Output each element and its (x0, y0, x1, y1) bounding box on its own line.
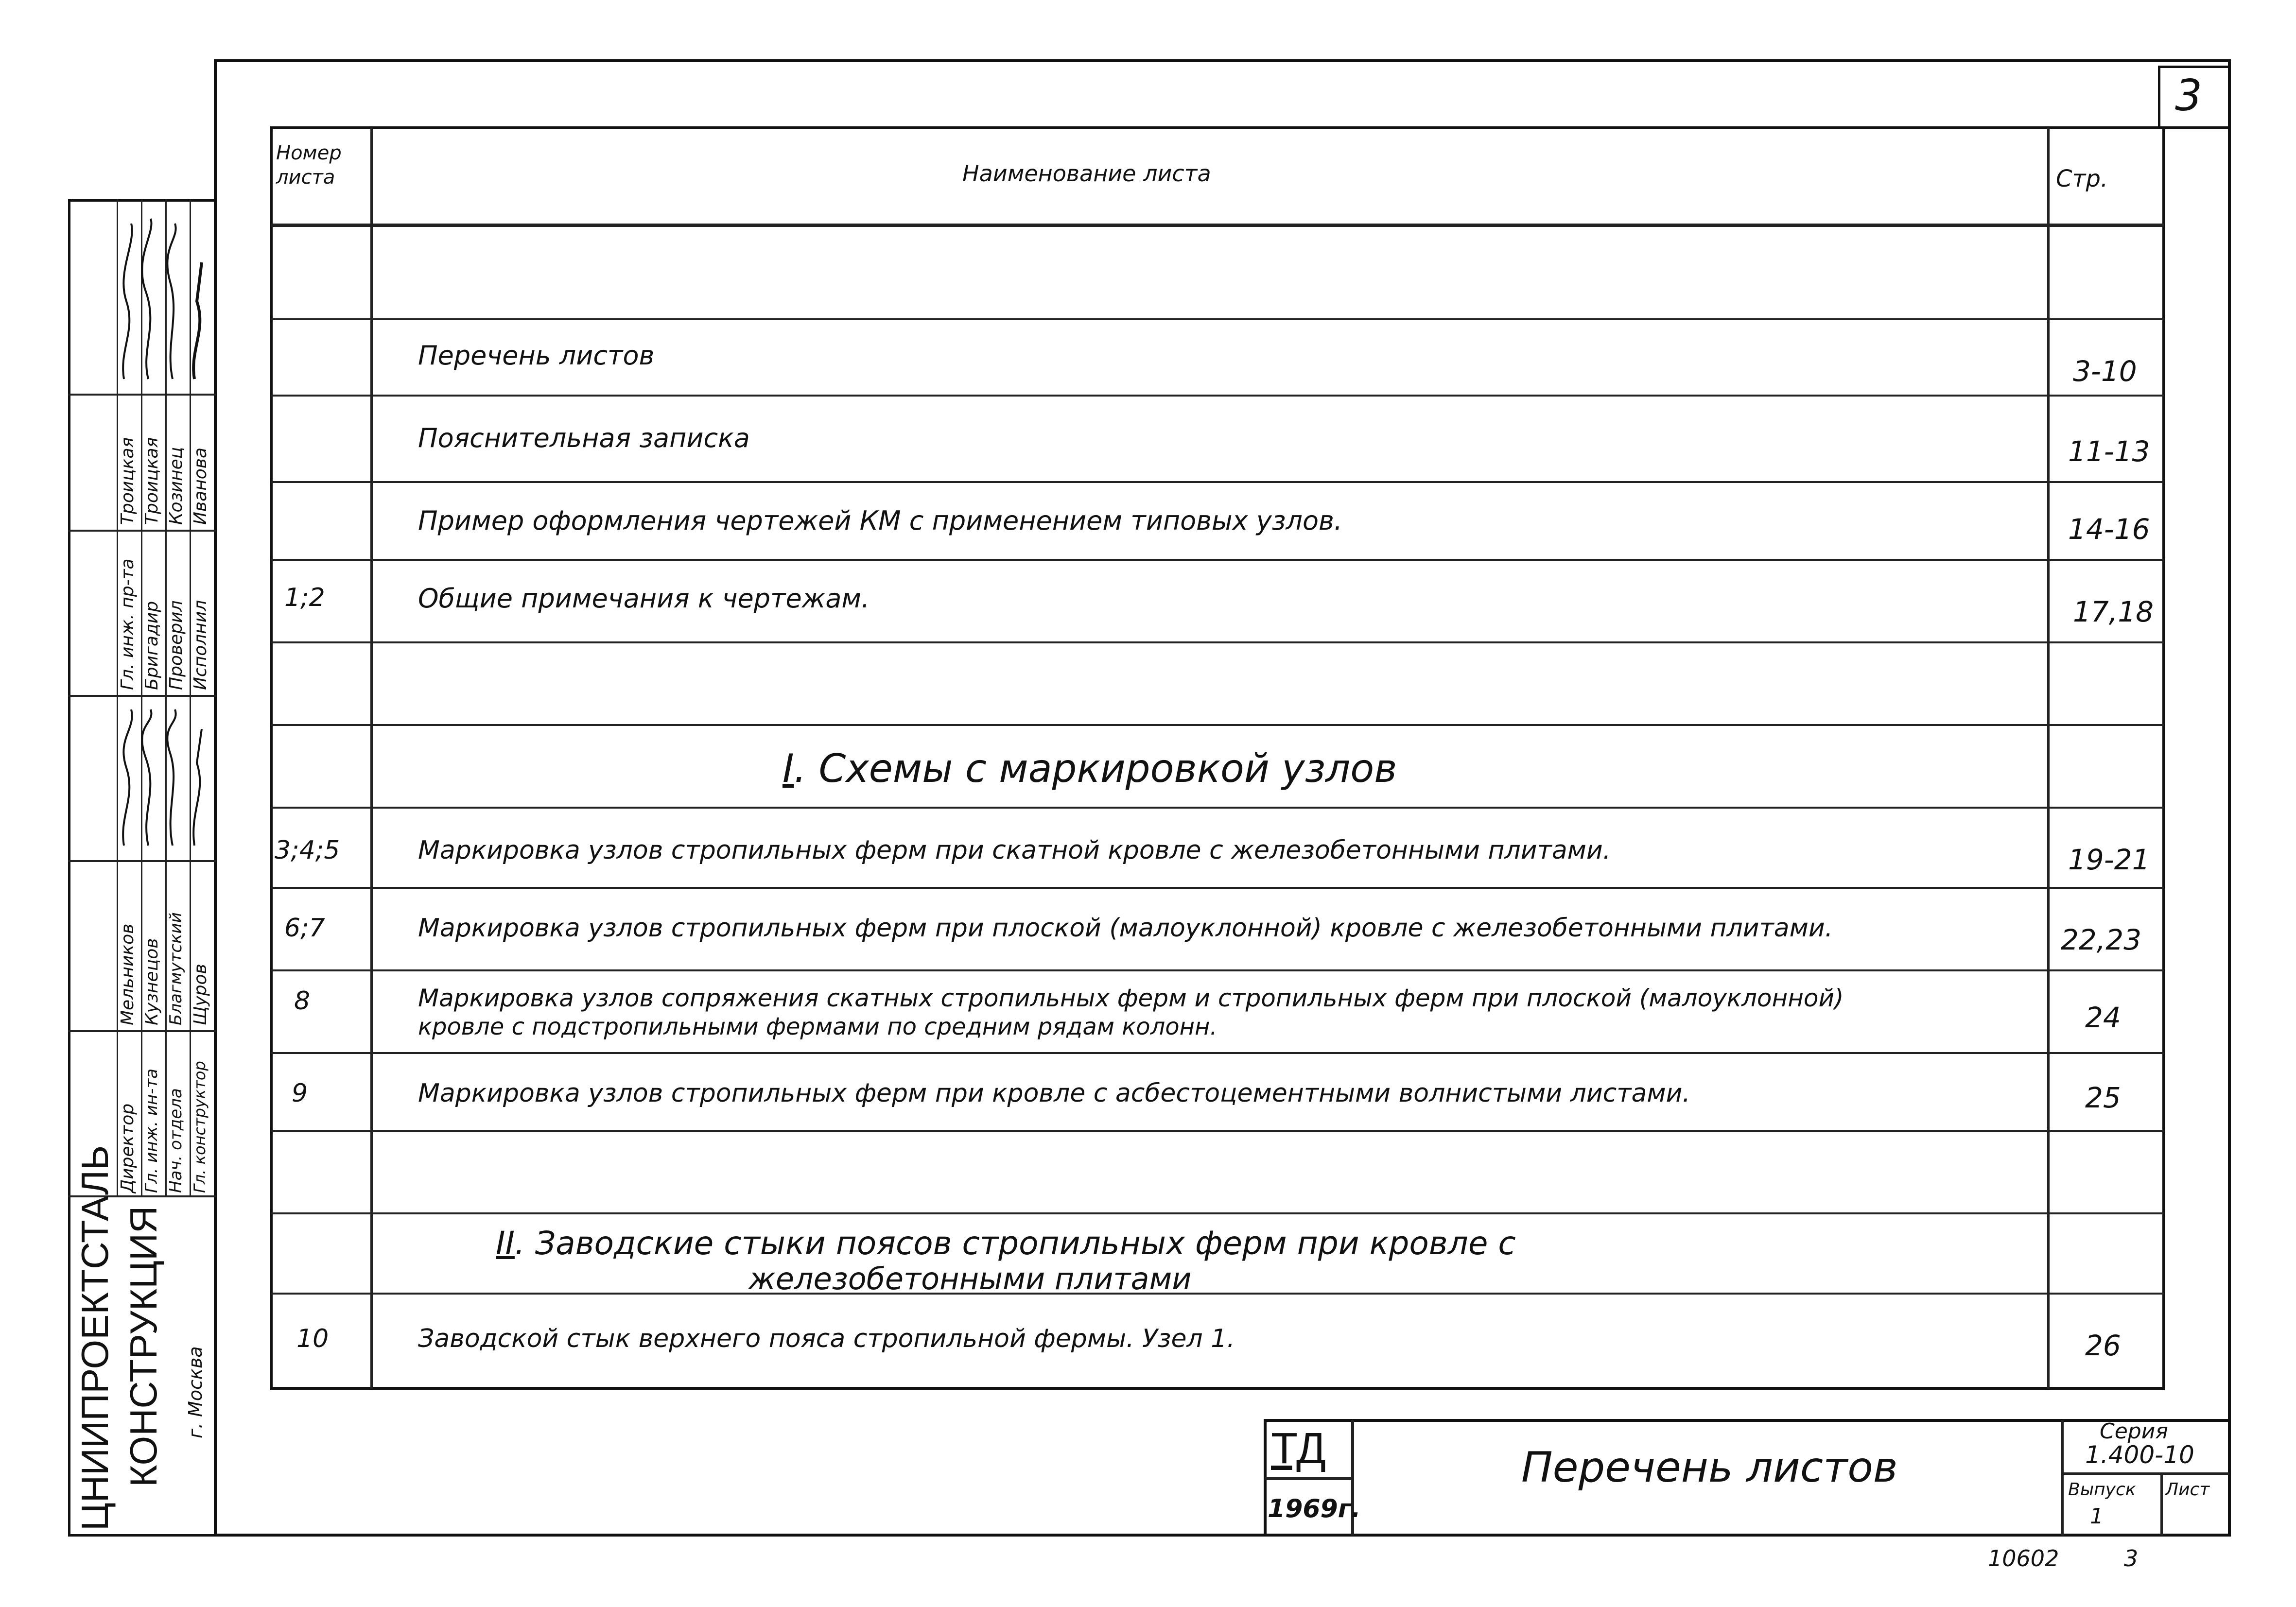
table-row-number: 8 (294, 986, 311, 1016)
table-row-page: 17,18 (2073, 595, 2154, 628)
table-row-page: 25 (2085, 1081, 2121, 1114)
table-row-page: 3-10 (2073, 355, 2137, 388)
table-row-page: 26 (2085, 1329, 2121, 1362)
table-row-name: Маркировка узлов стропильных ферм при скатной кровле с железобетонными плитами. (418, 836, 1611, 865)
table-row-name-continued: кровле с подстропильными фермами по средним рядам колонн. (418, 1013, 1218, 1040)
sheet-label: Лист (2165, 1480, 2210, 1500)
row-line (271, 1130, 2164, 1132)
table-row-name: Пояснительная записка (418, 423, 750, 453)
header-page: Стр. (2056, 165, 2108, 192)
title-block-sheet-divider (2160, 1472, 2163, 1536)
header-name: Наименование листа (962, 160, 1211, 187)
header-number: Номер листа (276, 142, 342, 189)
stamp-name: Троицкая (118, 437, 138, 525)
table-row-name: Общие примечания к чертежам. (418, 583, 870, 614)
table-row-name: Пример оформления чертежей КМ с применением типовых узлов. (418, 505, 1342, 536)
signature-scribbles-top (117, 204, 214, 389)
stamp-role: Гл. инж. пр-та (118, 558, 138, 690)
stamp-role: Бригадир (142, 601, 162, 690)
stamp-city: г. Москва (185, 1346, 206, 1438)
stamp-org-line2: КОНСТРУКЦИЯ (122, 1206, 165, 1487)
row-line (271, 724, 2164, 726)
stamp-name: Щуров (191, 964, 210, 1025)
row-line (271, 1212, 2164, 1214)
table-row-page: 11-13 (2068, 435, 2150, 468)
stamp-role: Директор (118, 1103, 138, 1193)
table-row-number: 1;2 (284, 583, 325, 612)
col-divider-1 (370, 127, 373, 1389)
stamp-name: Козинец (166, 447, 186, 525)
row-line (271, 395, 2164, 397)
side-stamp-line (68, 530, 216, 532)
side-stamp-line (68, 1030, 216, 1032)
table-row-name: Заводской стык верхнего пояса стропильной фермы. Узел 1. (418, 1324, 1235, 1353)
table-row-number: 9 (292, 1079, 308, 1108)
row-line (271, 807, 2164, 809)
side-stamp-line (68, 394, 216, 396)
table-row-number: 10 (296, 1324, 329, 1353)
col-divider-2 (2047, 127, 2050, 1389)
sheet-number: 3 (2175, 70, 2202, 121)
td-label: ТД (1271, 1424, 1326, 1473)
table-row-page: 24 (2085, 1001, 2121, 1034)
footer-page: 3 (2124, 1545, 2139, 1572)
row-line (271, 318, 2164, 320)
signature-scribbles-mid (117, 700, 214, 855)
row-line (271, 887, 2164, 889)
table-row-page: 14-16 (2068, 513, 2150, 546)
table-row-page: 22,23 (2061, 923, 2142, 956)
stamp-name: Троицкая (142, 437, 162, 525)
section-2-title (496, 1225, 1516, 1262)
table-row-number: 6;7 (284, 914, 325, 943)
section-2-numeral: II (496, 1225, 515, 1262)
section-1-text: . Схемы с маркировкой узлов (794, 746, 1397, 791)
row-line (271, 1293, 2164, 1295)
row-line (271, 559, 2164, 561)
row-line (271, 481, 2164, 483)
footer-code: 10602 (1988, 1545, 2059, 1572)
stamp-role: Гл. конструктор (191, 1061, 209, 1193)
stamp-name: Мельников (118, 923, 138, 1025)
section-2-text: . Заводские стыки поясов стропильных ферм при кровле с (514, 1225, 1516, 1262)
table-row-page: 19-21 (2068, 843, 2150, 876)
section-1-title (783, 746, 1397, 791)
section-2-title-line2: железобетонными плитами (748, 1261, 1192, 1296)
table-row-name: Маркировка узлов стропильных ферм при плоской (малоуклонной) кровле с железобетонными плитами. (418, 914, 1833, 943)
table-row-name: Маркировка узлов стропильных ферм при кровле с асбестоцементными волнистыми листами. (418, 1079, 1690, 1108)
year-label: 1969г. (1268, 1494, 1361, 1523)
title-block-divider-right (2061, 1420, 2064, 1536)
issue-value: 1 (2090, 1504, 2104, 1529)
title-block-series-line (2062, 1472, 2229, 1475)
table-row-number: 3;4;5 (275, 836, 340, 865)
side-stamp-line (68, 695, 216, 697)
issue-label: Выпуск (2068, 1480, 2136, 1500)
stamp-role: Исполнил (191, 600, 210, 690)
table-row-name: Маркировка узлов сопряжения скатных стропильных ферм и стропильных ферм при плоской (малоуклонной) (418, 984, 1844, 1012)
stamp-role: Нач. отдела (166, 1088, 186, 1193)
row-line (271, 1052, 2164, 1054)
stamp-name: Благмутский (166, 912, 186, 1025)
table-row-name: Перечень листов (418, 340, 655, 371)
title-block-td-line (1265, 1477, 1351, 1480)
series-value: 1.400-10 (2085, 1441, 2194, 1469)
stamp-org-line1: ЦНИИПРОЕКТСТАЛЬ (73, 1145, 116, 1531)
stamp-name: Кузнецов (142, 938, 162, 1025)
header-bottom-line (271, 224, 2164, 227)
series-label: Серия (2100, 1419, 2168, 1444)
stamp-role: Проверил (166, 600, 186, 690)
section-1-numeral: I (783, 746, 794, 791)
side-stamp-line (68, 860, 216, 862)
row-line (271, 641, 2164, 643)
title-block-title: Перечень листов (1521, 1443, 1898, 1492)
row-line (271, 969, 2164, 971)
stamp-name: Иванова (191, 447, 210, 525)
stamp-role: Гл. инж. ин-та (142, 1068, 161, 1193)
